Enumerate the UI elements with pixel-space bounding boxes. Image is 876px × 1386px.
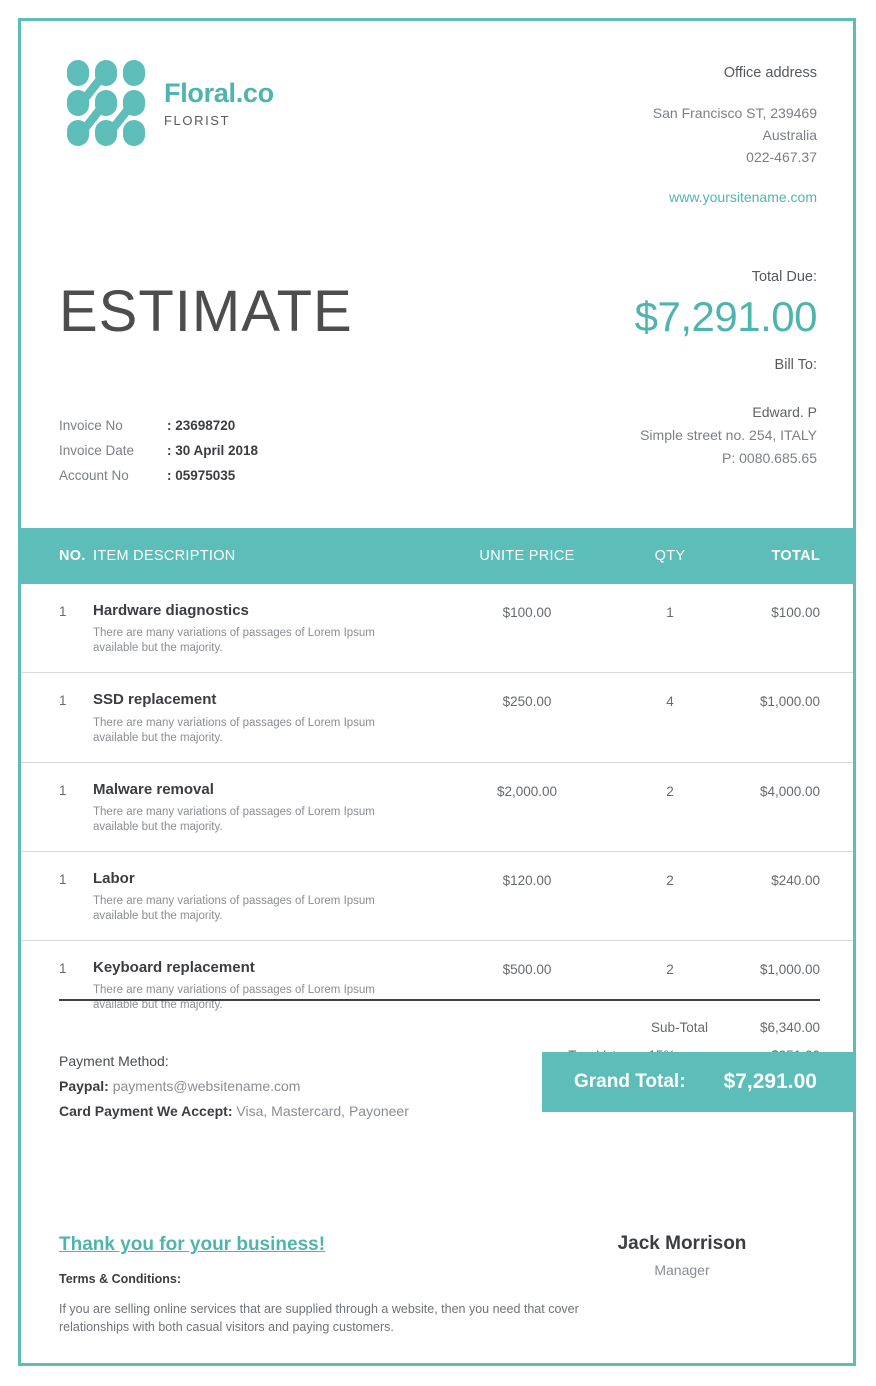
item-name: Hardware diagnostics [93,602,249,619]
cell-qty: 2 [666,962,674,977]
table-row [21,673,853,762]
card-payment-line [59,1099,529,1124]
paypal-value: payments@websitename.com [112,1078,301,1094]
cell-unit-price: $250.00 [502,694,552,710]
column-header-qty: QTY [654,548,686,564]
cell-no: 1 [59,693,67,709]
signature-role: Manager [654,1262,710,1278]
meta-key: Account No [59,468,129,483]
bill-to-address: Simple street no. 254, ITALY [640,427,817,444]
office-street: San Francisco ST, 239469 [652,105,817,121]
brand-tagline: FLORIST [164,112,231,128]
title-and-totals [21,269,853,509]
item-note: There are many variations of passages of Lorem Ipsum available but the majority. [93,984,375,1012]
table-row [21,584,853,673]
meta-value: : 05975035 [167,468,236,483]
cell-unit-price: $2,000.00 [496,783,558,799]
column-header-unit-price: UNITE PRICE [479,548,575,564]
office-country: Australia [762,127,817,143]
page-title: ESTIMATE [59,279,353,344]
items-table-header [21,528,853,584]
brand-logo [66,59,274,147]
terms-title: Terms & Conditions: [59,1271,181,1286]
cell-qty: 4 [666,694,674,710]
document-header [21,21,853,221]
office-address-block [653,65,817,205]
cell-no: 1 [59,871,67,887]
subtotal-label: Sub-Total [650,1019,708,1035]
cell-total: $240.00 [771,872,820,888]
item-name: Malware removal [93,780,214,798]
invoice-meta [59,413,258,488]
paypal-label: Paypal: [59,1078,109,1094]
brand-name: Floral.co [164,77,274,108]
office-website-link[interactable]: www.yoursitename.com [669,189,817,205]
grand-total-label: Grand Total: [574,1071,686,1092]
payment-method-block [59,1049,529,1124]
meta-value: : 30 April 2018 [167,443,259,458]
subtotal-value: $6,340.00 [759,1019,820,1035]
bill-to-name: Edward. P [752,404,817,421]
payment-method-title: Payment Method: [59,1053,169,1069]
cell-qty: 1 [666,605,674,620]
footer-block [59,1233,589,1336]
meta-row-invoice-date [59,438,258,463]
cell-total: $4,000.00 [759,783,820,799]
total-due-label: Total Due: [751,269,817,285]
grand-total-box [542,1052,853,1112]
item-note: There are many variations of passages of Lorem Ipsum available but the majority. [93,716,375,744]
cell-description [93,870,443,924]
cell-total: $1,000.00 [759,962,820,977]
cell-no: 1 [59,961,67,976]
cell-description [93,781,443,835]
bill-to-phone: P: 0080.685.65 [722,450,817,467]
dots-grid-logo-icon [66,59,148,147]
invoice-page [18,18,856,1366]
cell-no: 1 [59,604,67,619]
subtotal-row [59,1013,820,1041]
paypal-line [59,1074,529,1099]
item-name: Keyboard replacement [93,959,255,976]
table-row [21,763,853,852]
table-row [21,852,853,941]
item-note: There are many variations of passages of Lorem Ipsum available but the majority. [93,895,375,922]
card-payment-value: Visa, Mastercard, Payoneer [236,1103,409,1119]
item-note: There are many variations of passages of Lorem Ipsum available but the majority. [93,627,375,655]
card-payment-label: Card Payment We Accept: [59,1103,233,1119]
terms-body: If you are selling online services that are supplied through a website, then you need that cover relationships with both casual visitors and paying customers. [59,1301,579,1334]
cell-total: $1,000.00 [759,694,820,710]
total-due-block [635,269,817,470]
cell-qty: 2 [666,872,674,888]
items-table-body [21,584,853,1029]
meta-key: Invoice Date [59,443,135,458]
office-address-title: Office address [723,65,817,81]
item-note: There are many variations of passages of Lorem Ipsum available but the majority. [93,805,375,833]
meta-value: : 23698720 [167,418,236,433]
meta-row-account-no [59,463,258,488]
cell-total: $100.00 [771,605,820,620]
cell-unit-price: $120.00 [502,872,552,888]
column-header-no: NO. [59,548,86,564]
cell-unit-price: $500.00 [502,962,552,977]
cell-description [93,602,443,656]
column-header-description: ITEM DESCRIPTION [93,548,236,564]
cell-description [93,691,443,745]
grand-total-value: $7,291.00 [723,1070,817,1093]
column-header-total: TOTAL [771,548,820,564]
meta-row-invoice-no [59,413,258,438]
item-name: SSD replacement [93,691,217,709]
meta-key: Invoice No [59,418,123,433]
office-phone: 022-467.37 [746,149,817,165]
cell-no: 1 [59,782,67,798]
total-due-amount: $7,291.00 [634,293,817,340]
signature-name: Jack Morrison [617,1233,747,1254]
signature-block [547,1233,817,1278]
thank-you-message: Thank you for your business! [59,1234,326,1255]
item-name: Labor [93,869,135,887]
bill-to-label: Bill To: [774,357,817,374]
cell-qty: 2 [666,783,674,799]
cell-unit-price: $100.00 [502,605,552,620]
